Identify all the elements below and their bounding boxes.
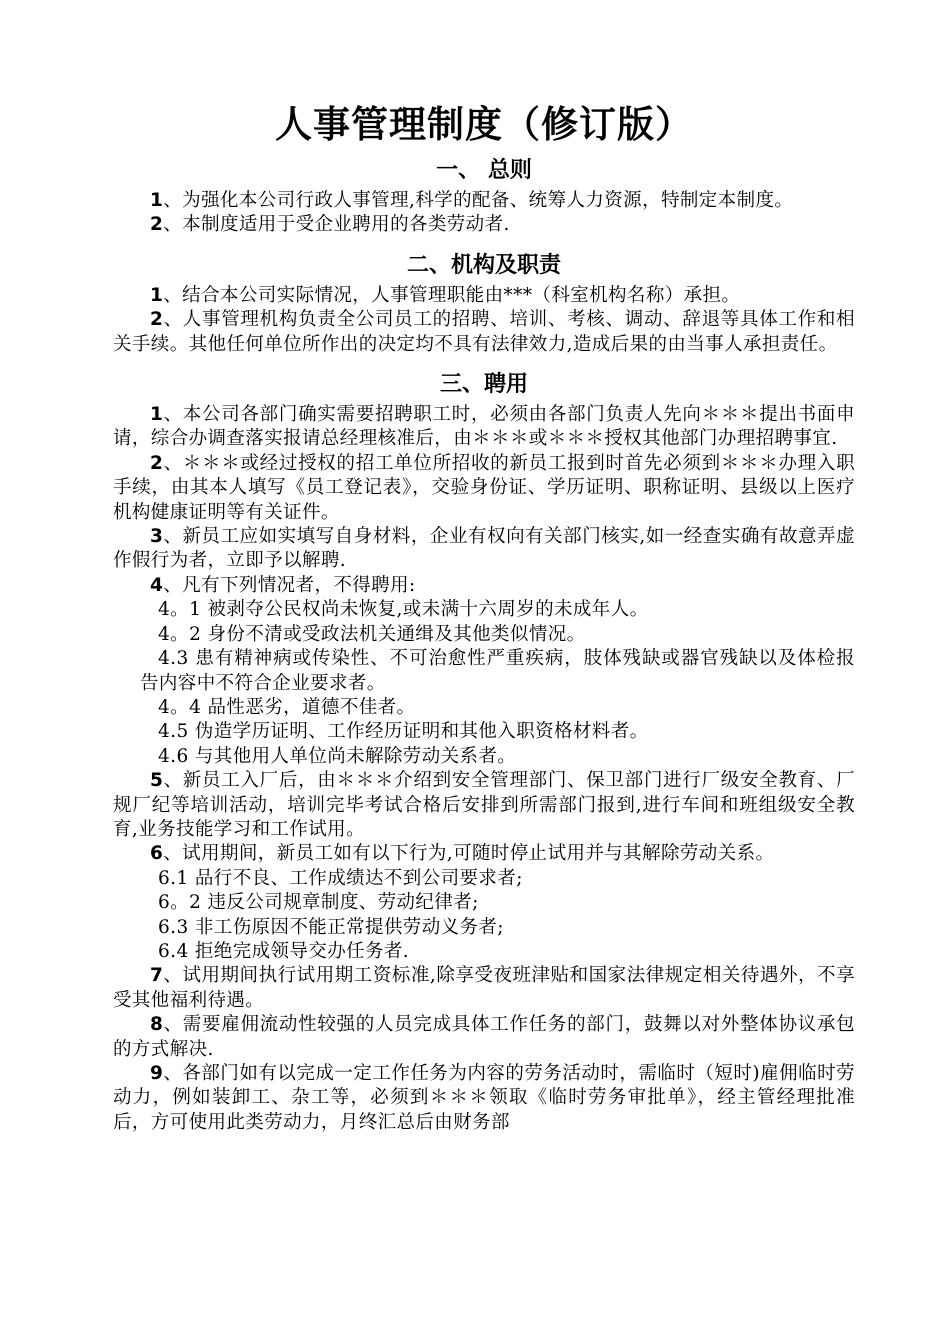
sub-item: 4。4 品性恶劣，道德不佳者。: [158, 696, 416, 718]
paragraph-text: 、为强化本公司行政人事管理,科学的配备、统筹人力资源，特制定本制度。: [163, 190, 794, 211]
paragraph: [113, 769, 855, 842]
paragraph: [113, 403, 855, 452]
paragraph-number: 2: [150, 214, 164, 236]
paragraph-text: 、本公司各部门确实需要招聘职工时，必须由各部门负责人先向＊＊＊提出书面申请，综合办调查落实报请总经理核准后，由＊＊＊或＊＊＊授权其他部门办理招聘事宜.: [113, 404, 855, 450]
paragraph-text: 、各部门如有以完成一定工作任务为内容的劳务活动时，需临时（短时)雇佣临时劳动力，例如装卸工、杂工等，必须到＊＊＊领取《临时劳务审批单》，经主管经理批准后，方可使用此类劳动力，月终汇总后由财务部: [113, 1063, 855, 1133]
paragraph: [113, 213, 855, 237]
paragraph: [113, 964, 855, 1013]
paragraph-number: 1: [150, 190, 164, 211]
document-page: [113, 98, 855, 1135]
paragraph: [113, 452, 855, 525]
section-heading-general: 一、 总则: [436, 158, 532, 183]
paragraph: [113, 308, 855, 357]
sub-item: 4.5 伪造学历证明、工作经历证明和其他入职资格材料者。: [158, 721, 649, 743]
paragraph-text: 、试用期间执行试用期工资标准,除享受夜班津贴和国家法律规定相关待遇外，不享受其他福利待遇。: [113, 965, 855, 1011]
paragraph: [113, 1013, 855, 1062]
paragraph-text: 、新员工入厂后，由＊＊＊介绍到安全管理部门、保卫部门进行厂级安全教育、厂规厂纪等培训活动，培训完毕考试合格后安排到所需部门报到,进行车间和班组级安全教育,业务技能学习和工作试用。: [113, 770, 855, 840]
section-heading-organization: 二、机构及职责: [406, 252, 561, 278]
paragraph: [113, 525, 855, 574]
paragraph-text: 、试用期间，新员工如有以下行为,可随时停止试用并与其解除劳动关系。: [163, 843, 775, 865]
paragraph-number: 1: [150, 404, 164, 426]
document-title: 人事管理制度（修订版）: [275, 103, 693, 146]
paragraph-text: 、人事管理机构负责全公司员工的招聘、培训、考核、调动、辞退等具体工作和相关手续。其他任何单位所作出的决定均不具有法律效力,造成后果的由当事人承担责任。: [113, 309, 855, 355]
sub-item: 6.1 品行不良、工作成绩达不到公司要求者;: [158, 867, 523, 889]
paragraph-number: 6: [150, 843, 164, 865]
paragraph-text: 、需要雇佣流动性较强的人员完成具体工作任务的部门，鼓舞以对外整体协议承包的方式解决.: [113, 1014, 855, 1060]
sub-item: 4.3 患有精神病或传染性、不可治愈性严重疾病，肢体残缺或器官残缺以及体检报告内容中不符合企业要求者。: [140, 648, 855, 694]
paragraph-text: 、凡有下列情况者，不得聘用:: [163, 574, 416, 596]
section-heading-employment: 三、聘用: [439, 372, 528, 398]
paragraph: [113, 284, 855, 308]
paragraph: [113, 842, 855, 866]
sub-item: 6.4 拒绝完成领导交办任务者.: [158, 940, 410, 962]
sub-item: 4。2 身份不清或受政法机关通缉及其他类似情况。: [158, 623, 586, 645]
paragraph-number: 5: [150, 770, 164, 792]
sub-item: 4。1 被剥夺公民权尚未恢复,或未满十六周岁的未成年人。: [158, 599, 649, 621]
sub-item: 6。2 违反公司规章制度、劳动纪律者;: [158, 892, 479, 914]
paragraph-number: 1: [150, 284, 164, 306]
paragraph: [113, 574, 855, 598]
paragraph-number: 3: [150, 526, 164, 548]
paragraph-number: 4: [150, 574, 164, 596]
paragraph-text: 、新员工应如实填写自身材料，企业有权向有关部门核实,如一经查实确有故意弄虚作假行为者，立即予以解聘.: [113, 526, 855, 572]
paragraph-text: 、结合本公司实际情况，人事管理职能由***（科室机构名称）承担。: [163, 284, 741, 306]
paragraph-number: 9: [150, 1063, 164, 1084]
paragraph-text: 、＊＊＊或经过授权的招工单位所招收的新员工报到时首先必须到＊＊＊办理入职手续，由其本人填写《员工登记表》，交验身份证、学历证明、职称证明、县级以上医疗机构健康证明等有关证件。: [113, 452, 855, 523]
paragraph-text: 、本制度适用于受企业聘用的各类劳动者.: [163, 214, 510, 236]
paragraph: [113, 1062, 855, 1135]
sub-item: 6.3 非工伤原因不能正常提供劳动义务者;: [158, 916, 504, 938]
paragraph: [113, 189, 855, 213]
paragraph-number: 2: [150, 309, 164, 331]
sub-item: 4.6 与其他用人单位尚未解除劳动关系者。: [158, 745, 517, 767]
paragraph-number: 8: [150, 1014, 164, 1036]
paragraph-number: 7: [150, 965, 164, 987]
paragraph-number: 2: [150, 452, 164, 474]
